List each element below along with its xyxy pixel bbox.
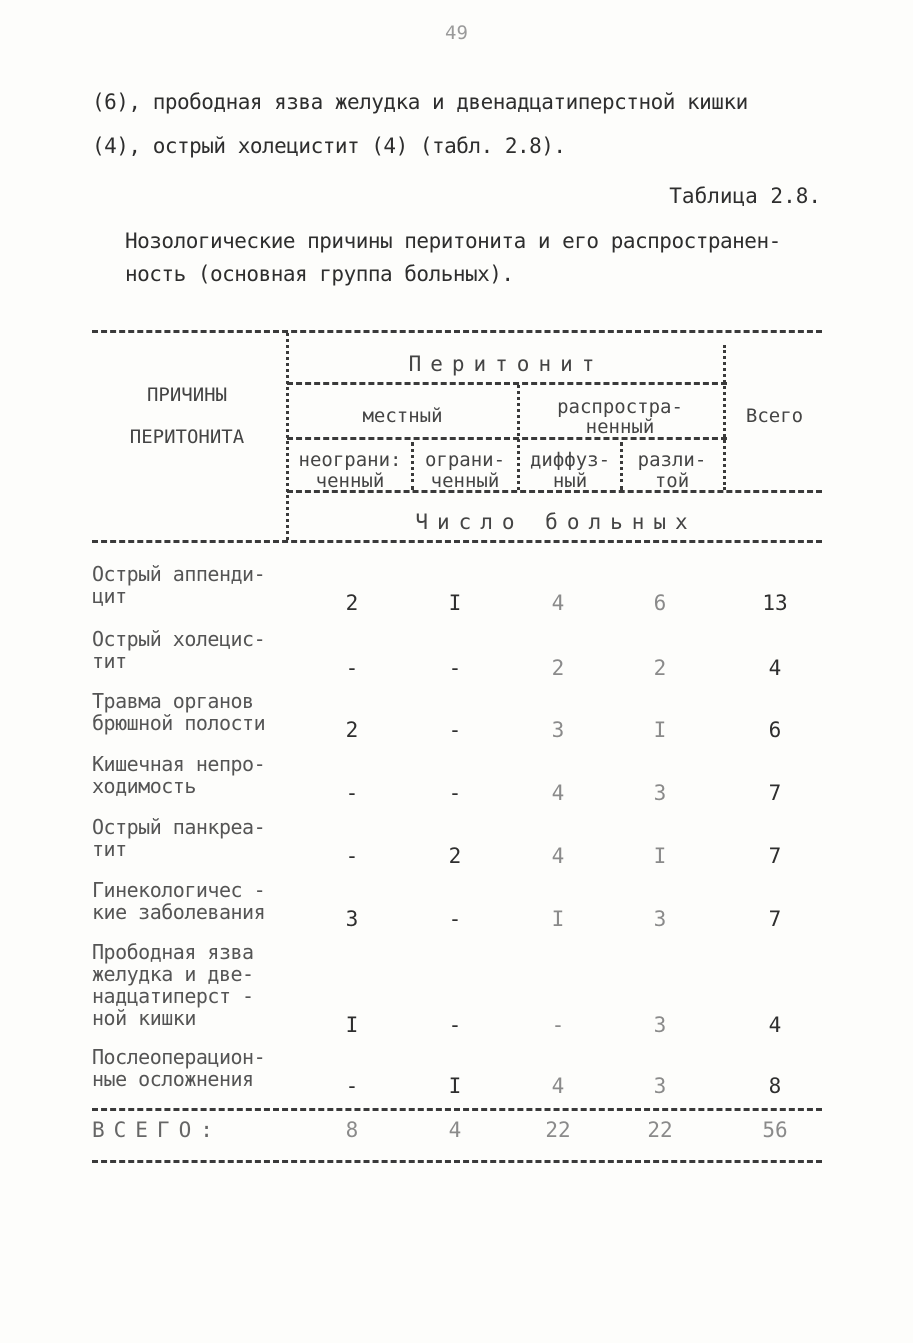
page-number: 49 <box>445 22 468 44</box>
row-label <box>92 816 265 860</box>
table-cell: - <box>551 1013 565 1037</box>
table-cell: 3 <box>345 907 359 931</box>
row-label-line: Послеоперацион- <box>92 1045 266 1069</box>
col-divider-total <box>723 345 726 490</box>
table-cell: I <box>448 591 462 615</box>
table-cell: 3 <box>653 907 667 931</box>
row-label <box>92 1046 265 1090</box>
header-peritonitis: Перитонит <box>408 352 604 376</box>
header-causes-line-2: ПЕРИТОНИТА <box>129 426 245 448</box>
table-cell: 7 <box>768 844 782 868</box>
row-label-line: надцатиперст - <box>92 984 254 1008</box>
row-label-line: ной кишки <box>92 1006 196 1030</box>
table-cell: I <box>345 1013 359 1037</box>
table-cell: 4 <box>768 656 782 680</box>
table-cell: 4 <box>768 1013 782 1037</box>
header-local: местный <box>362 405 443 427</box>
table-cell: - <box>448 1013 462 1037</box>
table-cell: - <box>345 844 359 868</box>
row-label <box>92 563 265 607</box>
table-top-rule <box>92 330 822 333</box>
header-bottom-rule <box>92 540 822 543</box>
header-different-line-2: той <box>654 470 690 492</box>
header-diffuse-line-2: ный <box>552 470 588 492</box>
table-cell: - <box>345 781 359 805</box>
row-label-line: брюшной полости <box>92 711 266 735</box>
row-label <box>92 628 265 672</box>
table-cell: - <box>448 718 462 742</box>
table-cell: 2 <box>448 844 462 868</box>
table-cell: 3 <box>653 1013 667 1037</box>
row-label-line: Гинекологичес - <box>92 878 266 902</box>
row-label-line: Прободная язва <box>92 940 254 964</box>
totals-cell: 4 <box>448 1118 462 1142</box>
row-label <box>92 941 254 1029</box>
table-cell: 4 <box>551 1074 565 1098</box>
table-cell: 3 <box>551 718 565 742</box>
header-different-line-1: разли- <box>637 449 707 471</box>
header-unlimited-line-2: ченный <box>315 470 385 492</box>
table-cell: I <box>551 907 565 931</box>
totals-label: ВСЕГО: <box>92 1118 222 1142</box>
table-bottom-rule <box>92 1160 822 1163</box>
header-limited-line-2: ченный <box>430 470 500 492</box>
row-label-line: цит <box>92 584 127 608</box>
table-label: Таблица 2.8. <box>669 184 821 208</box>
table-cell: 6 <box>768 718 782 742</box>
row-label-line: Острый холецис- <box>92 627 266 651</box>
table-cell: - <box>448 781 462 805</box>
row-label <box>92 690 265 734</box>
table-cell: 2 <box>551 656 565 680</box>
table-caption-line-1: Нозологические причины перитонита и его распространен- <box>125 229 781 253</box>
row-label <box>92 879 265 923</box>
row-label-line: тит <box>92 837 127 861</box>
table-cell: 2 <box>653 656 667 680</box>
table-cell: - <box>345 656 359 680</box>
table-cell: I <box>448 1074 462 1098</box>
table-cell: I <box>653 844 667 868</box>
row-label <box>92 753 265 797</box>
table-cell: 13 <box>762 591 788 615</box>
row-label-line: тит <box>92 649 127 673</box>
body-text-line-1: (6), прободная язва желудка и двенадцатиперстной кишки <box>92 90 748 114</box>
header-causes-line-1: ПРИЧИНЫ <box>146 384 228 406</box>
header-unlimited-line-1: неограни: <box>298 449 402 471</box>
table-cell: 8 <box>768 1074 782 1098</box>
table-cell: - <box>448 656 462 680</box>
table-caption-line-2: ность (основная группа больных). <box>125 262 514 286</box>
row-label-line: желудка и две- <box>92 962 254 986</box>
table-cell: 4 <box>551 781 565 805</box>
totals-cell: 22 <box>545 1118 571 1142</box>
table-cell: 4 <box>551 591 565 615</box>
row-label-line: Острый панкреа- <box>92 815 266 839</box>
table-cell: 4 <box>551 844 565 868</box>
table-cell: - <box>345 1074 359 1098</box>
table-cell: 3 <box>653 781 667 805</box>
table-cell: I <box>653 718 667 742</box>
table-cell: 7 <box>768 781 782 805</box>
row-label-line: Острый аппенди- <box>92 562 266 586</box>
header-total: Всего <box>745 405 804 427</box>
totals-cell: 56 <box>762 1118 788 1142</box>
rule-under-peritonitis <box>287 382 727 385</box>
row-label-line: кие заболевания <box>92 900 266 924</box>
header-spread-line-1: распростра- <box>557 396 683 418</box>
row-label-line: ходимость <box>92 774 196 798</box>
header-limited-line-1: ограни- <box>424 449 506 471</box>
table-cell: 2 <box>345 591 359 615</box>
table-cell: 7 <box>768 907 782 931</box>
table-cell: - <box>448 907 462 931</box>
row-label-line: Травма органов <box>92 689 254 713</box>
table-cell: 2 <box>345 718 359 742</box>
row-label-line: Кишечная непро- <box>92 752 266 776</box>
header-patients-count: Число больных <box>415 510 697 534</box>
totals-cell: 22 <box>647 1118 673 1142</box>
header-diffuse-line-1: диффуз- <box>529 449 611 471</box>
col-divider-causes <box>286 333 289 540</box>
body-text-line-2: (4), острый холецистит (4) (табл. 2.8). <box>92 134 566 158</box>
totals-cell: 8 <box>345 1118 359 1142</box>
totals-top-rule <box>92 1108 822 1111</box>
table-cell: 3 <box>653 1074 667 1098</box>
header-spread-line-2: ненный <box>585 416 655 438</box>
table-cell: 6 <box>653 591 667 615</box>
row-label-line: ные осложнения <box>92 1067 254 1091</box>
